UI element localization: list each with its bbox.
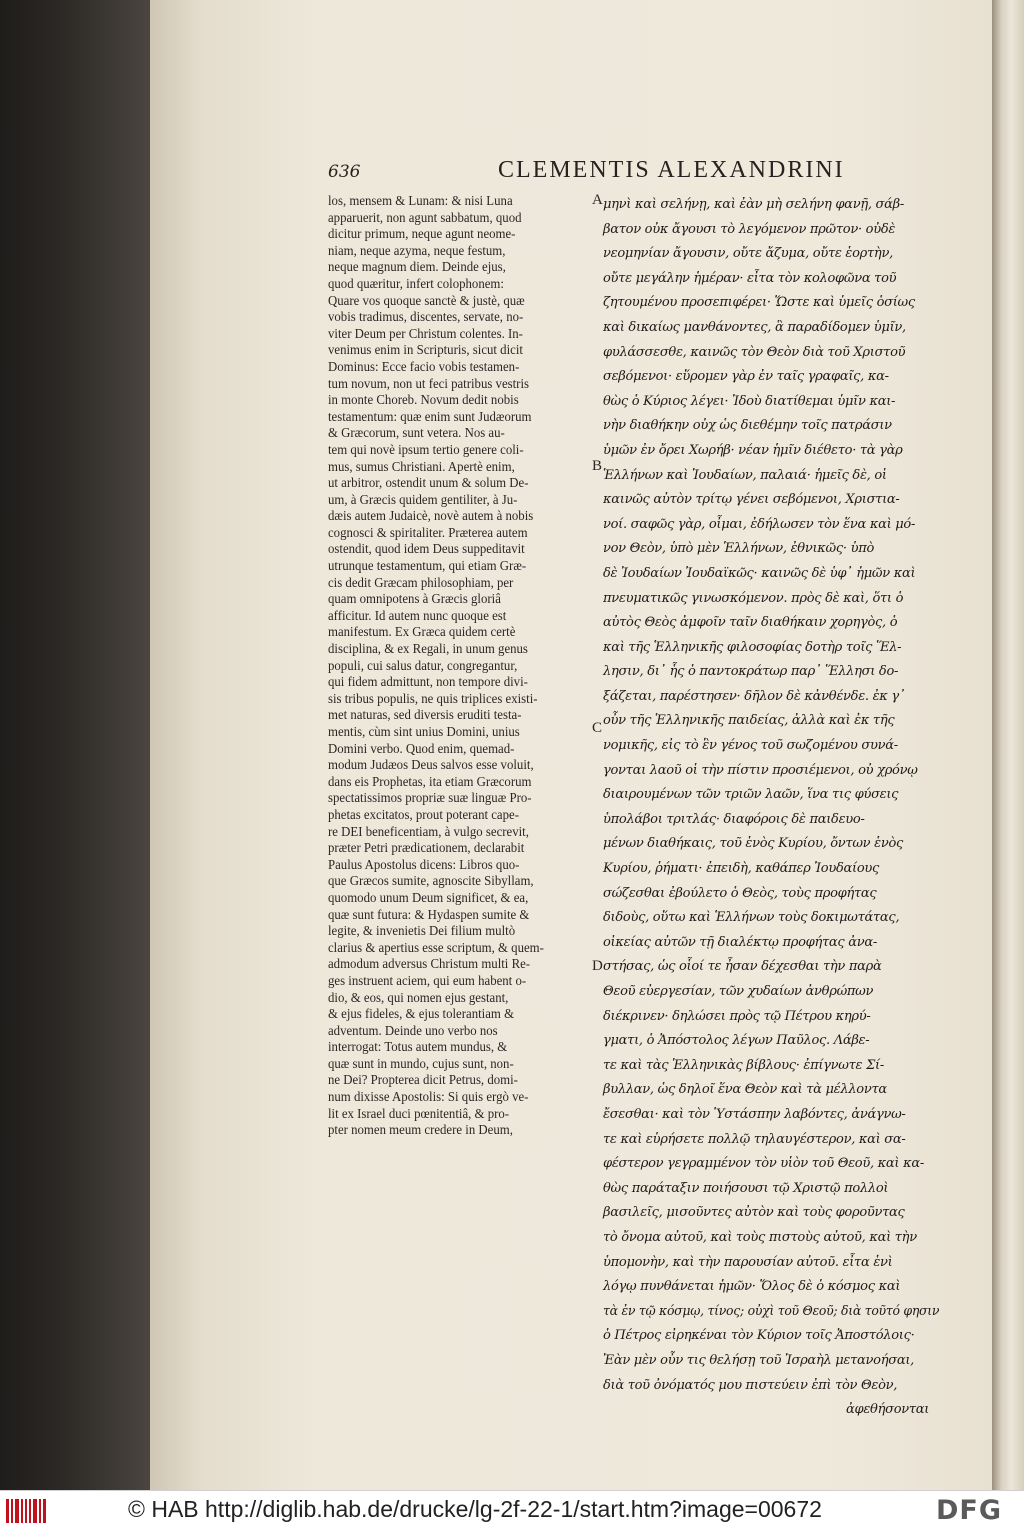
greek-line: γονται λαοῦ οἱ τὴν πίστιν προσιέμενοι, οὐ χρόνῳ xyxy=(603,762,918,778)
latin-line: los, mensem & Lunam: & nisi Luna xyxy=(328,193,513,208)
greek-line: σώζεσθαι ἐβούλετο ὁ Θεὸς, τοὺς προφήτας xyxy=(603,885,877,901)
greek-line: καινῶς αὐτὸν τρίτῳ γένει σεβόμενοι, Χριστια- xyxy=(603,492,900,508)
latin-line: Quare vos quoque sanctè & justè, quæ xyxy=(328,292,525,308)
latin-line: lit ex Israel duci pœnitentiâ, & pro- xyxy=(328,1105,510,1121)
latin-line: ostendit, quod idem Deus suppeditavit xyxy=(328,541,525,557)
latin-line: re DEI beneficentiam, à vulgo secrevit, xyxy=(328,823,529,839)
greek-line: μηνὶ καὶ σελήνῃ, καὶ ἐὰν μὴ σελήνη φανῇ, σάβ- xyxy=(603,197,904,212)
latin-line: sis tribus populis, ne quis triplices existi- xyxy=(328,690,538,706)
latin-line: modum Judæos Deus salvos esse voluit, xyxy=(328,757,534,773)
latin-line: legite, & invenietis Dei filium multò xyxy=(328,923,516,939)
latin-line: cis dedit Græcam philosophiam, per xyxy=(328,574,514,590)
section-marker-c: C xyxy=(592,720,603,736)
latin-line: phetas excitatos, prout poterant cape- xyxy=(328,806,519,822)
greek-line: λόγῳ πυνθάνεται ἡμῶν· Ὅλος δὲ ὁ κόσμος καὶ xyxy=(603,1279,901,1295)
latin-line: pter nomen meum credere in Deum, xyxy=(328,1122,513,1138)
latin-line: quod quæritur, infert colophonem: xyxy=(328,275,504,291)
greek-line: πνευματικῶς γινωσκόμενον. πρὸς δὲ καὶ, ὅτι ὁ xyxy=(603,590,904,606)
greek-line: φέστερον γεγραμμένον τὸν υἱὸν τοῦ Θεοῦ, καὶ κα- xyxy=(603,1156,924,1172)
greek-line: διέκρινεν· δηλώσει πρὸς τῷ Πέτρου κηρύ- xyxy=(603,1008,871,1024)
page-number: 636 xyxy=(328,162,361,182)
greek-line: τε καὶ εὑρήσετε πολλῷ τηλαυγέστερον, καὶ σα- xyxy=(603,1131,906,1147)
greek-line: βατον οὐκ ἄγουσι τὸ λεγόμενον πρῶτον· οὐδὲ xyxy=(603,221,896,237)
greek-line: νον Θεὸν, ὑπὸ μὲν Ἑλλήνων, ἐθνικῶς· ὑπὸ xyxy=(603,541,875,557)
greek-line: τὰ ἐν τῷ κόσμῳ, τίνος; οὐχὶ τοῦ Θεοῦ; διὰ τοῦτό φησιν xyxy=(603,1303,940,1319)
latin-line: Paulus Apostolus dicens: Libros quo- xyxy=(328,856,520,872)
attribution-link[interactable]: © HAB http://diglib.hab.de/drucke/lg-2f-22-1/start.htm?image=00672 xyxy=(128,1496,822,1522)
greek-line: θὼς παράταξιν ποιήσουσι τῷ Χριστῷ πολλοὶ xyxy=(603,1180,889,1196)
greek-line: ὑπομονὴν, καὶ τὴν παρουσίαν αὐτοῦ. εἶτα ἑνὶ xyxy=(603,1254,893,1270)
latin-line: qui fidem admittunt, non tempore divi- xyxy=(328,674,528,690)
latin-line: dio, & eos, qui nomen ejus gestant, xyxy=(328,989,509,1005)
greek-line: βασιλεῖς, μισοῦντες αὐτὸν καὶ τοὺς φοροῦντας xyxy=(603,1205,905,1221)
latin-line: um, à Græcis quidem gentiliter, à Ju- xyxy=(328,491,518,507)
greek-line: ἔσεσθαι· καὶ τὸν Ὑστάσπην λαβόντες, ἀνάγνω- xyxy=(603,1106,906,1122)
latin-line: utrunque testamentum, qui etiam Græ- xyxy=(328,558,527,574)
latin-line: populi, cui salus datur, congregantur, xyxy=(328,657,518,673)
latin-line: tum novum, non ut feci patribus vestris xyxy=(328,375,530,391)
greek-line: στήσας, ὡς οἷοί τε ἦσαν δέχεσθαι τὴν παρὰ xyxy=(603,959,882,975)
latin-line: neque magnum diem. Deinde ejus, xyxy=(328,259,506,275)
latin-line: ut arbitror, ostendit unum & solum De- xyxy=(328,475,529,491)
latin-line: manifestum. Ex Græca quidem certè xyxy=(328,624,516,640)
latin-line: & Græcorum, sunt vetera. Nos au- xyxy=(328,425,505,441)
latin-line: quæ sunt futura: & Hydaspen sumite & xyxy=(328,906,530,922)
greek-line: αὐτὸς Θεὸς ἀμφοῖν ταῖν διαθήκαιν χορηγὸς, ὁ xyxy=(603,615,898,631)
greek-line: νομικῆς, εἰς τὸ ἓν γένος τοῦ σωζομένου συνά- xyxy=(603,738,898,754)
latin-line: viter Deum per Christum colentes. In- xyxy=(328,325,523,341)
latin-line: in monte Choreb. Novum dedit nobis xyxy=(328,392,519,408)
greek-line: καὶ δικαίως μανθάνοντες, ἃ παραδίδομεν ὑμῖν, xyxy=(603,319,906,335)
greek-line: Θεοῦ εὐεργεσίαν, τῶν χυδαίων ἀνθρώπων xyxy=(603,984,874,999)
greek-line: Ἐὰν μὲν οὖν τις θελήσῃ τοῦ Ἰσραὴλ μετανοήσαι, xyxy=(603,1352,915,1368)
latin-line: tem qui novè ipsum tertio genere coli- xyxy=(328,441,524,457)
latin-line: dæis autem Judaicè, novè autem à nobis xyxy=(328,508,534,524)
greek-line: νὴν διαθήκην οὐχ ὡς διεθέμην τοῖς πατράσιν xyxy=(603,418,892,434)
latin-line: quam omnipotens à Græcis gloriâ xyxy=(328,591,501,607)
latin-line: niam, neque azyma, neque festum, xyxy=(328,242,506,258)
running-title: CLEMENTIS ALEXANDRINI xyxy=(498,157,845,183)
greek-line: τε καὶ τὰς Ἑλληνικὰς βίβλους· ἐπίγνωτε Σί- xyxy=(603,1057,884,1073)
dfg-logo[interactable]: DFG xyxy=(936,1495,1003,1526)
latin-line: quomodo unum Deum significet, & ea, xyxy=(328,889,529,905)
latin-line: adventum. Deinde uno verbo nos xyxy=(328,1022,498,1038)
latin-line: apparuerit, non agunt sabbatum, quod xyxy=(328,209,522,225)
greek-line: φυλάσσεσθε, καινῶς τὸν Θεὸν διὰ τοῦ Χριστοῦ xyxy=(603,344,906,360)
greek-line: καὶ τῆς Ἑλληνικῆς φιλοσοφίας δοτὴρ τοῖς Ἕλ- xyxy=(603,639,902,655)
viewer-footer xyxy=(0,1490,1024,1530)
greek-line: διαιρουμένων τῶν τριῶν λαῶν, ἵνα τις φύσεις xyxy=(603,787,899,803)
section-marker-b: B xyxy=(592,458,603,474)
greek-line: ὑμῶν ἐν ὄρει Χωρήβ· νέαν ἡμῖν διέθετο· τὰ γὰρ xyxy=(603,442,903,458)
greek-line: λησιν, δι᾽ ἧς ὁ παντοκράτωρ παρ᾽ Ἕλλησι δο- xyxy=(603,664,899,680)
latin-line: disciplina, & ex Regali, in unum genus xyxy=(328,641,528,657)
latin-line: præter Petri prædicationem, declarabit xyxy=(328,840,525,856)
latin-column xyxy=(328,193,603,1139)
latin-line: quæ sunt in mundo, cujus sunt, non- xyxy=(328,1055,514,1071)
latin-line: afficitur. Id autem nunc quoque est xyxy=(328,607,507,623)
greek-line: δὲ Ἰουδαίων Ἰουδαϊκῶς· καινῶς δὲ ὑφ᾽ ἡμῶν καὶ xyxy=(603,565,916,581)
latin-line: mus, sumus Christiani. Apertè enim, xyxy=(328,458,515,474)
latin-line: spectatissimos propriæ suæ linguæ Pro- xyxy=(328,790,532,806)
latin-line: mentis, cùm sint unius Domini, unius xyxy=(328,724,520,739)
latin-line: Domini verbo. Quod enim, quemad- xyxy=(328,740,515,756)
greek-line: σεβόμενοι· εὕρομεν γὰρ ἐν ταῖς γραφαῖς, κα- xyxy=(603,369,889,385)
greek-line: τὸ ὄνομα αὐτοῦ, καὶ τοὺς πιστοὺς αὐτοῦ, καὶ τὴν xyxy=(603,1229,917,1245)
greek-line: Ἑλλήνων καὶ Ἰουδαίων, παλαιά· ἡμεῖς δὲ, οἱ xyxy=(603,467,887,483)
latin-line: met naturas, sed diversis eruditi testa- xyxy=(328,707,522,723)
latin-line: ges instruent aciem, qui eum habent o- xyxy=(328,972,527,988)
latin-line: cognosci & spiritaliter. Præterea autem xyxy=(328,524,528,540)
greek-line: οἰκείας αὐτῶν τῇ διαλέκτῳ προφήτας ἀνα- xyxy=(603,934,878,950)
latin-line: num dixisse Apostolis: Si quis ergò ve- xyxy=(328,1089,529,1105)
greek-line: νεομηνίαν ἄγουσιν, οὔτε ἄζυμα, οὔτε ἑορτὴν, xyxy=(603,246,893,262)
greek-line: οὖν τῆς Ἑλληνικῆς παιδείας, ἀλλὰ καὶ ἐκ τῆς xyxy=(603,713,895,729)
greek-line: θὼς ὁ Κύριος λέγει· Ἰδοὺ διατίθεμαι ὑμῖν και- xyxy=(603,393,896,409)
greek-line: ἀφεθήσονται xyxy=(846,1402,930,1418)
greek-line: νοί. σαφῶς γὰρ, οἶμαι, ἐδήλωσεν τὸν ἕνα καὶ μό- xyxy=(603,516,916,532)
running-head xyxy=(328,157,848,193)
latin-line: venimus enim in Scripturis, sicut dicit xyxy=(328,342,523,358)
latin-line: ne Dei? Propterea dicit Petrus, domi- xyxy=(328,1072,518,1088)
greek-line: διδοὺς, οὕτω καὶ Ἑλλήνων τοὺς δοκιμωτάτας, xyxy=(603,910,900,926)
greek-line: βυλλαν, ὡς δηλοῖ ἕνα Θεὸν καὶ τὰ μέλλοντα xyxy=(603,1082,887,1098)
binding-shadow xyxy=(0,0,150,1490)
hab-barcode-logo-icon[interactable] xyxy=(6,1499,46,1523)
latin-line: dicitur primum, neque agunt neome- xyxy=(328,226,516,242)
latin-line: dans eis Prophetas, ita etiam Græcorum xyxy=(328,773,532,789)
greek-line: Κυρίου, ῥήματι· ἐπειδὴ, καθάπερ Ἰουδαίους xyxy=(603,861,880,877)
latin-line: interrogat: Totus autem mundus, & xyxy=(328,1039,508,1055)
latin-line: Dominus: Ecce facio vobis testamen- xyxy=(328,358,520,374)
greek-line: ζητουμένου προσεπιφέρει· Ὥστε καὶ ὑμεῖς ὁσίως xyxy=(603,295,915,311)
latin-line: testamentum: quæ enim sunt Judæorum xyxy=(328,408,532,424)
greek-line: γματι, ὁ Ἀπόστολος λέγων Παῦλος. Λάβε- xyxy=(603,1033,870,1049)
latin-line: & ejus fideles, & ejus tolerantiam & xyxy=(328,1006,515,1022)
section-marker-d: D xyxy=(592,958,603,974)
latin-line: admodum adversus Christum multi Re- xyxy=(328,956,531,972)
greek-line: διὰ τοῦ ὀνόματός μου πιστεύειν ἐπὶ τὸν Θεὸν, xyxy=(603,1377,898,1393)
latin-line: vobis tradimus, discentes, servate, no- xyxy=(328,309,524,325)
greek-line: μένων διαθήκαις, τοῦ ἑνὸς Κυρίου, ὄντων ἑνὸς xyxy=(603,836,904,852)
section-marker-a: A xyxy=(592,192,603,208)
greek-line: οὔτε μεγάλην ἡμέραν· εἶτα τὸν κολοφῶνα τοῦ xyxy=(603,270,897,286)
latin-line: que Græcos sumite, agnoscite Sibyllam, xyxy=(328,873,534,889)
greek-line: ὑπολάβοι τριτλάς· διαφόροις δὲ παιδευο- xyxy=(603,811,865,827)
greek-line: ξάζεται, παρέστησεν· δῆλον δὲ κἀνθένδε. ἐκ γ᾽ xyxy=(603,688,906,704)
facing-page-edge xyxy=(992,0,1024,1490)
latin-line: clarius & apertius esse scriptum, & quem- xyxy=(328,939,544,955)
greek-line: ὁ Πέτρος εἰρηκέναι τὸν Κύριον τοῖς Ἀποστόλοις· xyxy=(603,1328,915,1344)
greek-column xyxy=(603,193,943,1423)
